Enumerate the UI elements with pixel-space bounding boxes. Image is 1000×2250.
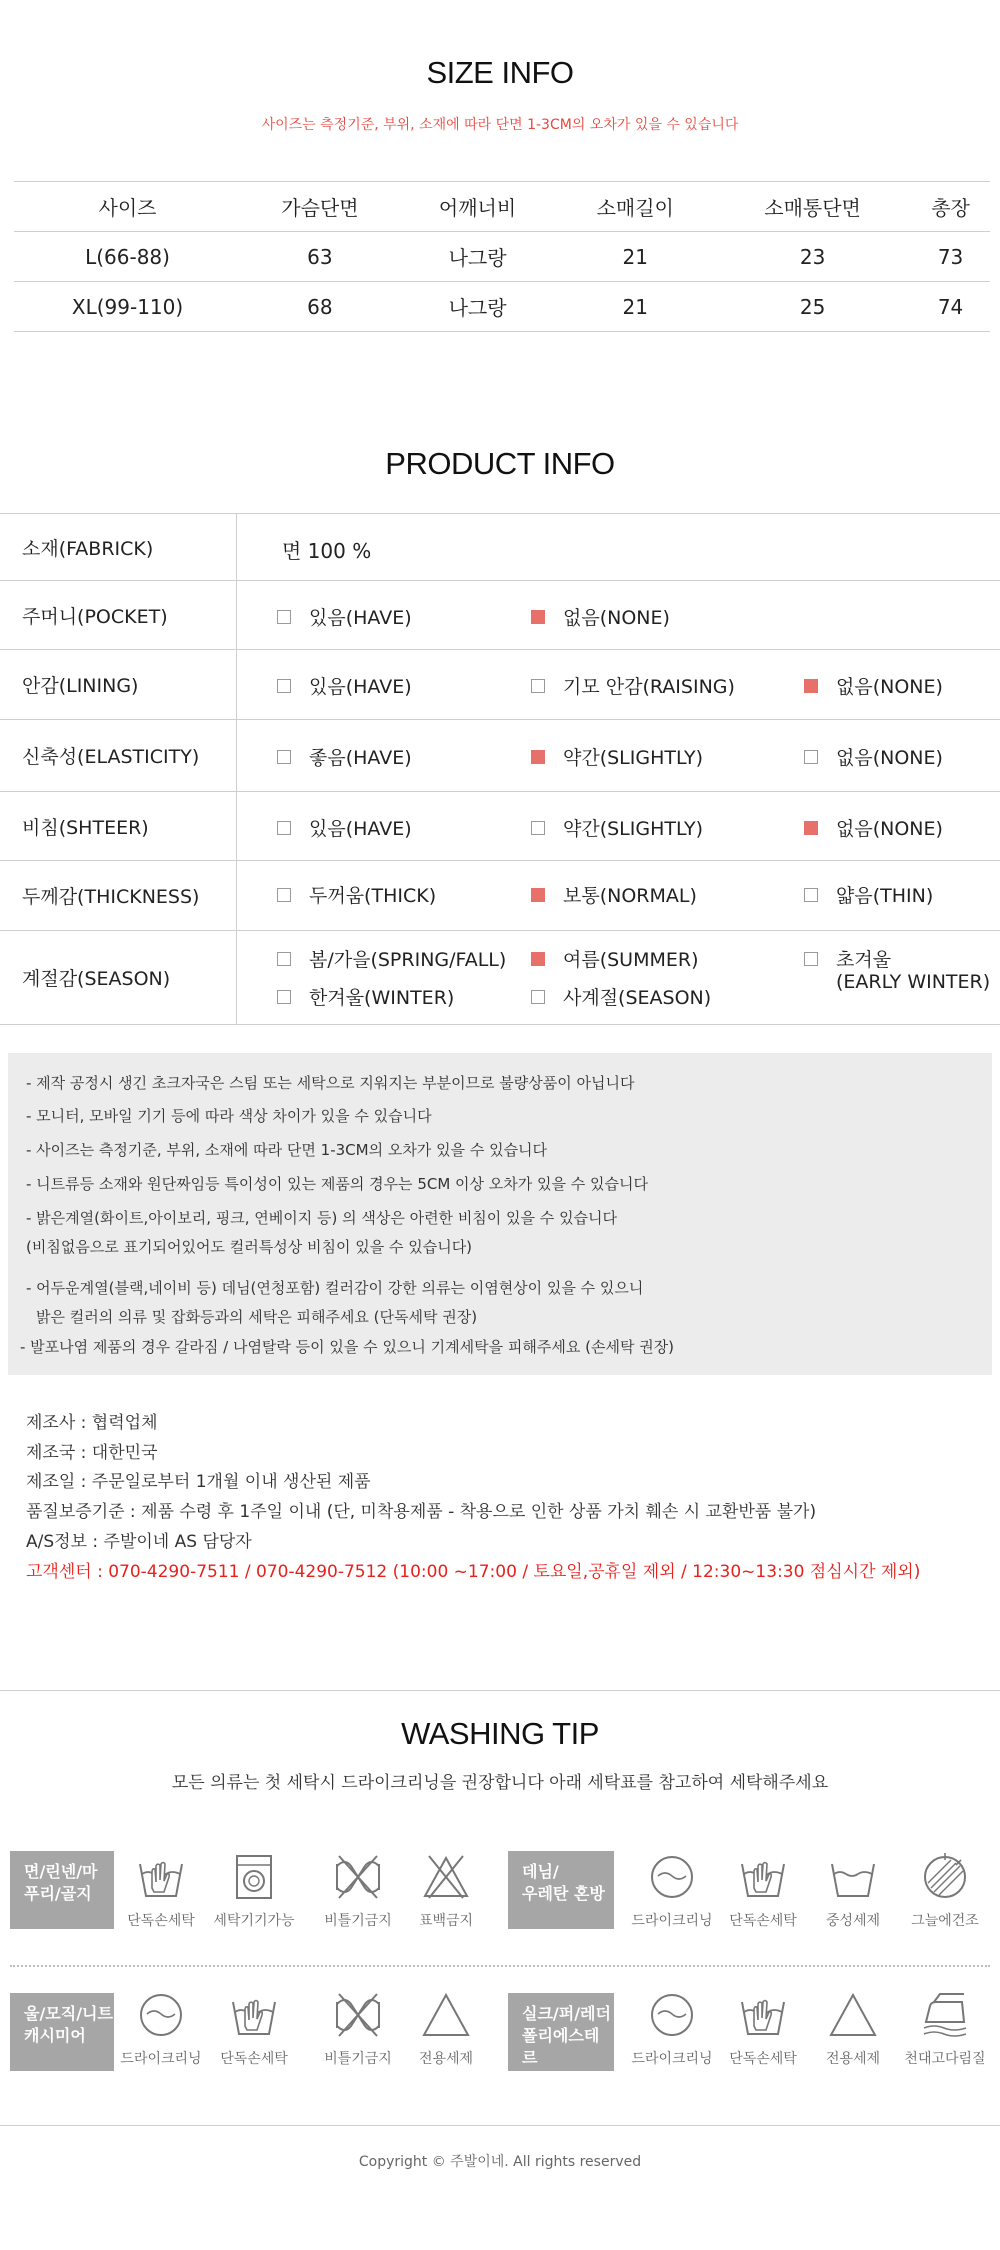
product-info-title: PRODUCT INFO bbox=[385, 446, 615, 481]
checkbox bbox=[531, 679, 545, 693]
table-cell: 나그랑 bbox=[448, 246, 507, 270]
washing-tip-title: WASHING TIP bbox=[401, 1716, 599, 1751]
row-label: 두께감(THICKNESS) bbox=[0, 861, 237, 930]
checkbox bbox=[277, 990, 291, 1004]
shade-dry-icon bbox=[900, 1852, 990, 1930]
option-item bbox=[531, 743, 703, 770]
icon-label: 전용세제 bbox=[825, 2051, 881, 2067]
checkbox bbox=[804, 821, 818, 835]
option-label: 있음(HAVE) bbox=[309, 818, 412, 840]
icon-label: 그늘에건조 bbox=[911, 1913, 979, 1929]
checkbox bbox=[531, 990, 545, 1004]
option-item bbox=[804, 814, 943, 841]
col-chest: 가슴단면 bbox=[281, 196, 359, 220]
checkbox bbox=[277, 821, 291, 835]
fabric-group-label bbox=[508, 1993, 614, 2071]
checkbox bbox=[531, 821, 545, 835]
option-label: 없음(NONE) bbox=[836, 747, 943, 769]
label-line: 폴리에스테르 bbox=[522, 2026, 600, 2067]
row-elasticity bbox=[0, 720, 1000, 792]
label-line: 캐시미어 bbox=[24, 2026, 86, 2045]
icon-label: 중성세제 bbox=[825, 1913, 881, 1929]
checkbox bbox=[531, 750, 545, 764]
notice-line: - 어두운계열(블랙,네이비 등) 데님(연청포함) 컬러감이 강한 의류는 이염현상이 있을 수 있으니 bbox=[26, 1279, 644, 1297]
hand-wash-icon bbox=[718, 1990, 808, 2068]
icon-label: 천대고다림질 bbox=[904, 2051, 986, 2067]
option-label: 약간(SLIGHTLY) bbox=[563, 747, 704, 769]
row-season bbox=[0, 931, 1000, 1025]
dry-clean-icon bbox=[627, 1990, 717, 2068]
option-item bbox=[277, 672, 412, 699]
icon-label: 단독손세탁 bbox=[220, 2051, 288, 2067]
option-item bbox=[277, 983, 454, 1010]
maker-line: 품질보증기준 : 제품 수령 후 1주일 이내 (단, 미착용제품 - 착용으로 인한 상품 가치 훼손 시 교환반품 불가) bbox=[26, 1502, 817, 1522]
checkbox bbox=[277, 952, 291, 966]
option-label: 봄/가을(SPRING/FALL) bbox=[309, 949, 507, 971]
notice-line: (비침없음으로 표기되어있어도 컬러특성상 비침이 있을 수 있습니다) bbox=[26, 1238, 473, 1256]
fabric-value: 면 100 % bbox=[282, 539, 372, 563]
checkbox bbox=[277, 888, 291, 902]
col-size: 사이즈 bbox=[98, 196, 157, 220]
option-label: 없음(NONE) bbox=[836, 818, 943, 840]
notice-line: - 발포나염 제품의 경우 갈라짐 / 나염탈락 등이 있을 수 있으니 기계세탁을 피해주세요 (손세탁 권장) bbox=[20, 1338, 675, 1356]
notice-line: - 제작 공정시 생긴 초크자국은 스팀 또는 세탁으로 지워지는 부분이므로 불량상품이 아닙니다 bbox=[26, 1074, 635, 1092]
notice-line: - 모니터, 모바일 기기 등에 따라 색상 차이가 있을 수 있습니다 bbox=[26, 1107, 432, 1125]
option-item bbox=[804, 945, 891, 972]
col-sleeve-length: 소매길이 bbox=[596, 196, 674, 220]
size-note: 사이즈는 측정기준, 부위, 소재에 따라 단면 1-3CM의 오차가 있을 수 있습니다 bbox=[261, 117, 739, 133]
maker-line: A/S정보 : 주발이네 AS 담당자 bbox=[26, 1532, 252, 1552]
option-item bbox=[804, 672, 943, 699]
table-cell: 25 bbox=[799, 294, 826, 319]
option-label: 기모 안감(RAISING) bbox=[563, 676, 735, 698]
row-label: 계절감(SEASON) bbox=[0, 931, 237, 1024]
option-label: 있음(HAVE) bbox=[309, 607, 412, 629]
icon-label: 비틀기금지 bbox=[324, 2051, 392, 2067]
dotted-divider bbox=[10, 1965, 990, 1967]
divider bbox=[0, 1690, 1000, 1691]
row-label: 소재(FABRICK) bbox=[0, 514, 237, 580]
special-detergent-icon bbox=[808, 1990, 898, 2068]
fabric-group-label bbox=[10, 1993, 114, 2071]
cloth-iron-icon bbox=[900, 1990, 990, 2068]
table-row bbox=[14, 232, 990, 282]
icon-label: 드라이크리닝 bbox=[631, 2051, 713, 2067]
option-label: 두꺼움(THICK) bbox=[309, 885, 437, 907]
icon-label: 비틀기금지 bbox=[324, 1913, 392, 1929]
size-info-title: SIZE INFO bbox=[426, 55, 574, 90]
checkbox bbox=[277, 750, 291, 764]
table-cell: XL(99-110) bbox=[71, 294, 184, 319]
maker-line: 제조국 : 대한민국 bbox=[26, 1443, 158, 1463]
fabric-group-label bbox=[10, 1851, 114, 1929]
table-cell: 나그랑 bbox=[448, 296, 507, 320]
option-item bbox=[531, 672, 735, 699]
option-label: 약간(SLIGHTLY) bbox=[563, 818, 704, 840]
option-label: 없음(NONE) bbox=[836, 676, 943, 698]
option-item bbox=[531, 983, 711, 1010]
icon-label: 드라이크리닝 bbox=[631, 1913, 713, 1929]
checkbox bbox=[277, 610, 291, 624]
option-item bbox=[277, 814, 412, 841]
checkbox bbox=[804, 679, 818, 693]
notice-line: - 니트류등 소재와 원단짜임등 특이성이 있는 제품의 경우는 5CM 이상 오차가 있을 수 있습니다 bbox=[26, 1175, 648, 1193]
option-label: 있음(HAVE) bbox=[309, 676, 412, 698]
size-table bbox=[14, 181, 990, 332]
table-cell: 73 bbox=[937, 244, 964, 269]
maker-line: 제조사 : 협력업체 bbox=[26, 1413, 158, 1433]
icon-label: 단독손세탁 bbox=[729, 1913, 797, 1929]
col-sleeve-width: 소매통단면 bbox=[764, 196, 861, 220]
no-bleach-icon bbox=[401, 1852, 491, 1930]
washing-subtitle: 모든 의류는 첫 세탁시 드라이크리닝을 권장합니다 아래 세탁표를 참고하여 세탁해주세요 bbox=[171, 1773, 829, 1793]
option-label: 얇음(THIN) bbox=[836, 885, 934, 907]
table-cell: 74 bbox=[937, 294, 964, 319]
label-line: 우레탄 혼방 bbox=[522, 1884, 605, 1903]
row-lining bbox=[0, 650, 1000, 720]
dry-clean-icon bbox=[116, 1990, 206, 2068]
option-item bbox=[277, 743, 412, 770]
checkbox bbox=[277, 679, 291, 693]
icon-label: 단독손세탁 bbox=[729, 2051, 797, 2067]
table-cell: 23 bbox=[799, 244, 826, 269]
col-total-length: 총장 bbox=[931, 196, 970, 220]
row-label: 신축성(ELASTICITY) bbox=[0, 720, 237, 791]
row-pocket bbox=[0, 581, 1000, 650]
dry-clean-icon bbox=[627, 1852, 717, 1930]
notice-line: - 밝은계열(화이트,아이보리, 핑크, 연베이지 등) 의 색상은 아련한 비침이 있을 수 있습니다 bbox=[26, 1209, 618, 1227]
special-detergent-icon bbox=[401, 1990, 491, 2068]
label-line: 푸리/골지 bbox=[24, 1884, 92, 1903]
fabric-group-label bbox=[508, 1851, 614, 1929]
table-cell: 21 bbox=[622, 294, 648, 319]
option-item bbox=[531, 814, 703, 841]
table-cell: 21 bbox=[622, 244, 648, 269]
option-label-continued bbox=[836, 971, 990, 993]
icon-label: 단독손세탁 bbox=[127, 1913, 195, 1929]
copyright: Copyright © 주발이네. All rights reserved bbox=[358, 2154, 642, 2170]
table-row bbox=[14, 282, 990, 332]
hand-wash-icon bbox=[116, 1852, 206, 1930]
row-label: 주머니(POCKET) bbox=[0, 581, 237, 649]
option-item bbox=[531, 603, 670, 630]
option-label: 좋음(HAVE) bbox=[309, 747, 412, 769]
label-line: 데님/ bbox=[522, 1862, 559, 1881]
checkbox bbox=[804, 952, 818, 966]
checkbox bbox=[531, 952, 545, 966]
table-cell: 68 bbox=[307, 294, 333, 319]
option-label: 여름(SUMMER) bbox=[563, 949, 699, 971]
customer-center: 고객센터 : 070-4290-7511 / 070-4290-7512 (10:00 ~17:00 / 토요일,공휴일 제외 / 12:30~13:30 점심시간 제외) bbox=[26, 1562, 921, 1582]
label-line: 실크/퍼/레더 bbox=[522, 2004, 611, 2023]
no-wring-icon bbox=[313, 1990, 403, 2068]
option-label: 보통(NORMAL) bbox=[563, 885, 697, 907]
size-table-header bbox=[14, 182, 990, 232]
row-thickness bbox=[0, 861, 1000, 931]
row-fabric bbox=[0, 514, 1000, 581]
icon-label: 표백금지 bbox=[418, 1913, 474, 1929]
option-item bbox=[277, 603, 412, 630]
hand-wash-icon bbox=[209, 1990, 299, 2068]
washing-machine-icon bbox=[209, 1852, 299, 1930]
neutral-detergent-icon bbox=[808, 1852, 898, 1930]
notice-box bbox=[8, 1053, 992, 1375]
checkbox bbox=[804, 750, 818, 764]
no-wring-icon bbox=[313, 1852, 403, 1930]
row-label: 안감(LINING) bbox=[0, 650, 237, 719]
checkbox bbox=[531, 610, 545, 624]
option-label: 사계절(SEASON) bbox=[563, 987, 712, 1009]
notice-line: - 사이즈는 측정기준, 부위, 소재에 따라 단면 1-3CM의 오차가 있을 수 있습니다 bbox=[26, 1141, 548, 1159]
label-line: 울/모직/니트 bbox=[24, 2004, 113, 2023]
label-line: 면/린넨/마 bbox=[24, 1862, 98, 1881]
checkbox bbox=[804, 888, 818, 902]
notice-line: 밝은 컬러의 의류 및 잡화등과의 세탁은 피해주세요 (단독세탁 권장) bbox=[36, 1308, 478, 1326]
option-item bbox=[277, 881, 436, 908]
option-item bbox=[531, 881, 697, 908]
divider bbox=[0, 2125, 1000, 2126]
option-label: 초겨울 bbox=[836, 949, 892, 971]
option-label: (EARLY WINTER) bbox=[836, 971, 991, 993]
icon-label: 드라이크리닝 bbox=[120, 2051, 202, 2067]
table-cell: L(66-88) bbox=[85, 244, 170, 269]
table-cell: 63 bbox=[307, 244, 333, 269]
row-sheer bbox=[0, 792, 1000, 861]
product-info-table bbox=[0, 513, 1000, 1025]
icon-label: 전용세제 bbox=[418, 2051, 474, 2067]
col-shoulder: 어깨너비 bbox=[438, 196, 517, 220]
maker-line: 제조일 : 주문일로부터 1개월 이내 생산된 제품 bbox=[26, 1472, 371, 1492]
option-item bbox=[531, 945, 699, 972]
icon-label: 세탁기기가능 bbox=[213, 1913, 295, 1929]
row-label: 비침(SHTEER) bbox=[0, 792, 237, 860]
option-item bbox=[277, 945, 506, 972]
checkbox bbox=[531, 888, 545, 902]
hand-wash-icon bbox=[718, 1852, 808, 1930]
option-label: 한겨울(WINTER) bbox=[309, 987, 455, 1009]
option-label: 없음(NONE) bbox=[563, 607, 670, 629]
option-item bbox=[804, 881, 933, 908]
option-item bbox=[804, 743, 943, 770]
